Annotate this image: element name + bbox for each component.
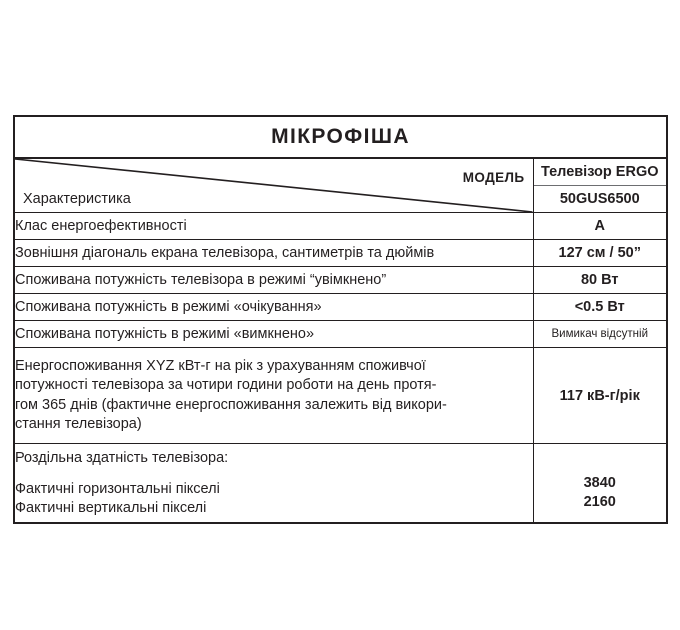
- spec-label: Споживана потужність телевізора в режимі “увімкнено”: [14, 267, 533, 294]
- energy-consumption-description: [14, 348, 533, 444]
- model-label: МОДЕЛЬ: [462, 170, 525, 185]
- table-title-row: [14, 116, 667, 158]
- spec-value: Вимикач відсутній: [533, 321, 667, 348]
- resolution-values: [533, 444, 667, 524]
- spec-label: Споживана потужність в режимі «вимкнено»: [14, 321, 533, 348]
- spec-label: Клас енергоефективності: [14, 213, 533, 240]
- spec-value: 127 см / 50”: [533, 240, 667, 267]
- spec-value: A: [533, 213, 667, 240]
- table-row: [14, 321, 667, 348]
- energy-consumption-row: [14, 348, 667, 444]
- model-name-cell: [533, 158, 667, 213]
- table-row: [14, 213, 667, 240]
- model-header-row: [14, 158, 667, 213]
- energy-line: Енергоспоживання XYZ кВт-г на рік з урахуванням споживчої: [15, 357, 426, 374]
- energy-microfiche-table: [13, 115, 668, 524]
- table-row: [14, 240, 667, 267]
- resolution-description: [14, 444, 533, 524]
- resolution-value-horizontal: 3840: [583, 475, 616, 491]
- energy-line: стання телевізора): [15, 416, 142, 432]
- resolution-line-vertical: Фактичні вертикальні пікселі: [15, 499, 207, 516]
- spec-value: 80 Вт: [533, 267, 667, 294]
- spec-label: Зовнішня діагональ екрана телевізора, сантиметрів та дюймів: [14, 240, 533, 267]
- resolution-row: [14, 444, 667, 524]
- resolution-title: Роздільна здатність телевізора:: [15, 449, 229, 466]
- page-title: МІКРОФІША: [14, 116, 667, 158]
- characteristic-model-header-cell: [14, 158, 533, 213]
- spec-value: <0.5 Вт: [533, 294, 667, 321]
- resolution-value-vertical: 2160: [583, 494, 616, 510]
- energy-line: гом 365 днів (фактичне енергоспоживання залежить від викори-: [15, 396, 447, 413]
- energy-line: потужності телевізора за чотири години роботи на день протя-: [15, 377, 437, 393]
- model-number-line: 50GUS6500: [559, 191, 640, 207]
- characteristic-label: Характеристика: [23, 191, 131, 207]
- spec-label: Споживана потужність в режимі «очікування»: [14, 294, 533, 321]
- table-row: [14, 294, 667, 321]
- model-brand-line: Телевізор ERGO: [534, 159, 667, 186]
- energy-consumption-value: 117 кВ-г/рік: [533, 348, 667, 444]
- table-row: [14, 267, 667, 294]
- resolution-line-horizontal: Фактичні горизонтальні пікселі: [15, 480, 220, 497]
